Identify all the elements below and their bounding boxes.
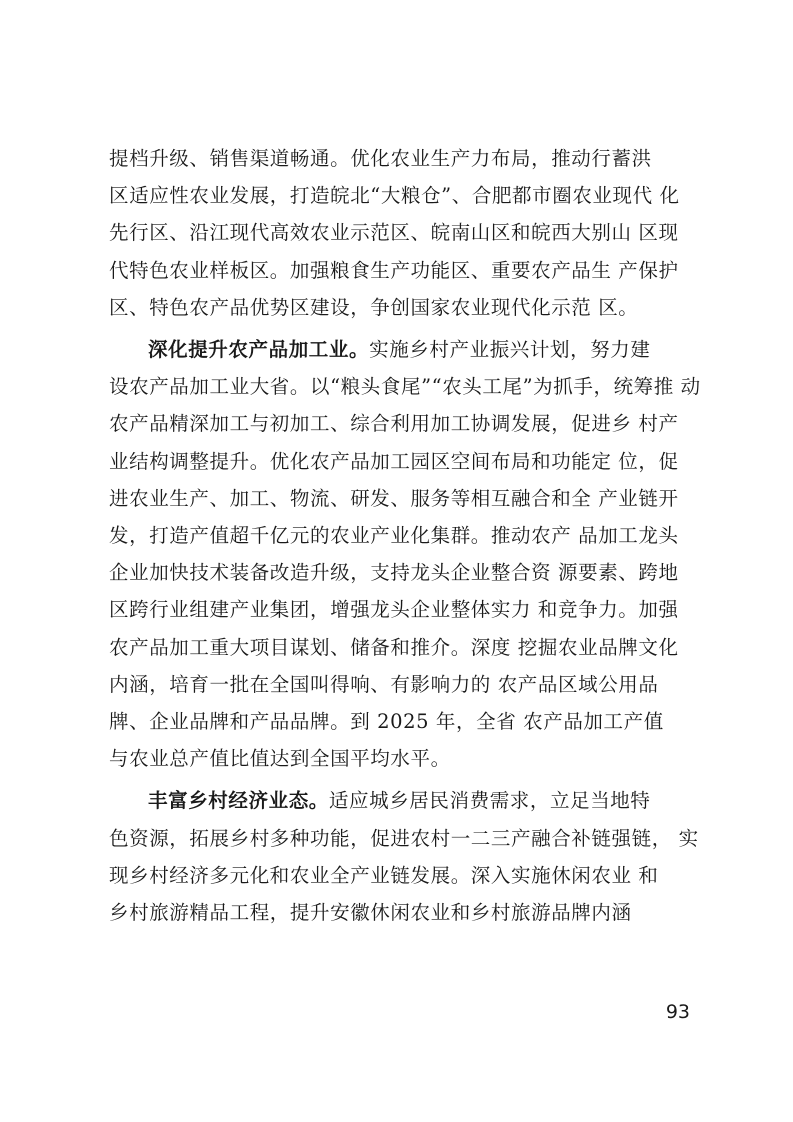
paragraph (109, 331, 701, 777)
text-line (109, 740, 689, 777)
text-line (109, 480, 689, 517)
paragraph (109, 140, 689, 326)
line-text: 牌、企业品牌和产品品牌。到 2025 年，全省 农产品加工产值 (109, 710, 664, 734)
text-line (109, 857, 689, 894)
line-text: 内涵，培育一批在全国叫得响、有影响力的 农产品区域公用品 (109, 672, 659, 696)
text-line (109, 140, 689, 177)
text-line (109, 443, 689, 480)
paragraph-heading: 丰富乡村经济业态。 (148, 789, 329, 813)
line-text: 区适应性农业发展，打造皖北“大粮仓”、合肥都市圈农业现代 化 (109, 184, 680, 208)
paragraph (109, 782, 699, 931)
text-line (109, 629, 689, 666)
line-text: 色资源，拓展乡村多种功能，促进农村一二三产融合补链强链， 实 (109, 826, 699, 850)
line-text: 区、特色农产品优势区建设，争创国家农业现代化示范 区。 (109, 295, 639, 319)
text-line (109, 405, 689, 442)
text-line (109, 214, 689, 251)
body-text (109, 140, 701, 931)
paragraph-heading: 深化提升农产品加工业。 (148, 338, 370, 362)
text-line (109, 782, 689, 819)
text-line (109, 591, 689, 628)
line-text: 农产品加工重大项目谋划、储备和推介。深度 挖掘农业品牌文化 (109, 635, 679, 659)
text-line (109, 368, 701, 405)
page-number: 93 (665, 1001, 690, 1023)
line-text: 先行区、沿江现代高效农业示范区、皖南山区和皖西大别山 区现 (109, 221, 679, 245)
line-text: 业结构调整提升。优化农产品加工园区空间布局和功能定 位，促 (109, 449, 679, 473)
text-line (109, 177, 689, 214)
line-text: 农产品精深加工与初加工、综合利用加工协调发展，促进乡 村产 (109, 412, 679, 436)
line-text: 与农业总产值比值达到全国平均水平。 (109, 747, 451, 771)
line-text: 区跨行业组建产业集团，增强龙头企业整体实力 和竞争力。加强 (109, 598, 679, 622)
text-line (109, 331, 689, 368)
text-line (109, 666, 689, 703)
line-text: 进农业生产、加工、物流、研发、服务等相互融合和全 产业链开 (109, 486, 679, 510)
text-line (109, 703, 689, 740)
text-line (109, 820, 699, 857)
line-text: 现乡村经济多元化和农业全产业链发展。深入实施休闲农业 和 (109, 863, 659, 887)
text-line (109, 289, 689, 326)
text-line (109, 554, 689, 591)
line-text: 乡村旅游精品工程，提升安徽休闲农业和乡村旅游品牌内涵 (109, 901, 632, 925)
line-text: 实施乡村产业振兴计划，努力建 (369, 338, 651, 362)
line-text: 适应城乡居民消费需求，立足当地特 (328, 789, 651, 813)
line-text: 设农产品加工业大省。以“粮头食尾”“农头工尾”为抓手，统筹推 动 (109, 375, 701, 399)
text-line (109, 252, 689, 289)
line-text: 发，打造产值超千亿元的农业产业化集群。推动农产 品加工龙头 (109, 524, 679, 548)
line-text: 提档升级、销售渠道畅通。优化农业生产力布局，推动行蓄洪 (109, 147, 652, 170)
text-line (109, 894, 689, 931)
line-text: 企业加快技术装备改造升级，支持龙头企业整合资 源要素、跨地 (109, 561, 679, 585)
line-text: 代特色农业样板区。加强粮食生产功能区、重要农产品生 产保护 (109, 258, 679, 282)
text-line (109, 517, 689, 554)
